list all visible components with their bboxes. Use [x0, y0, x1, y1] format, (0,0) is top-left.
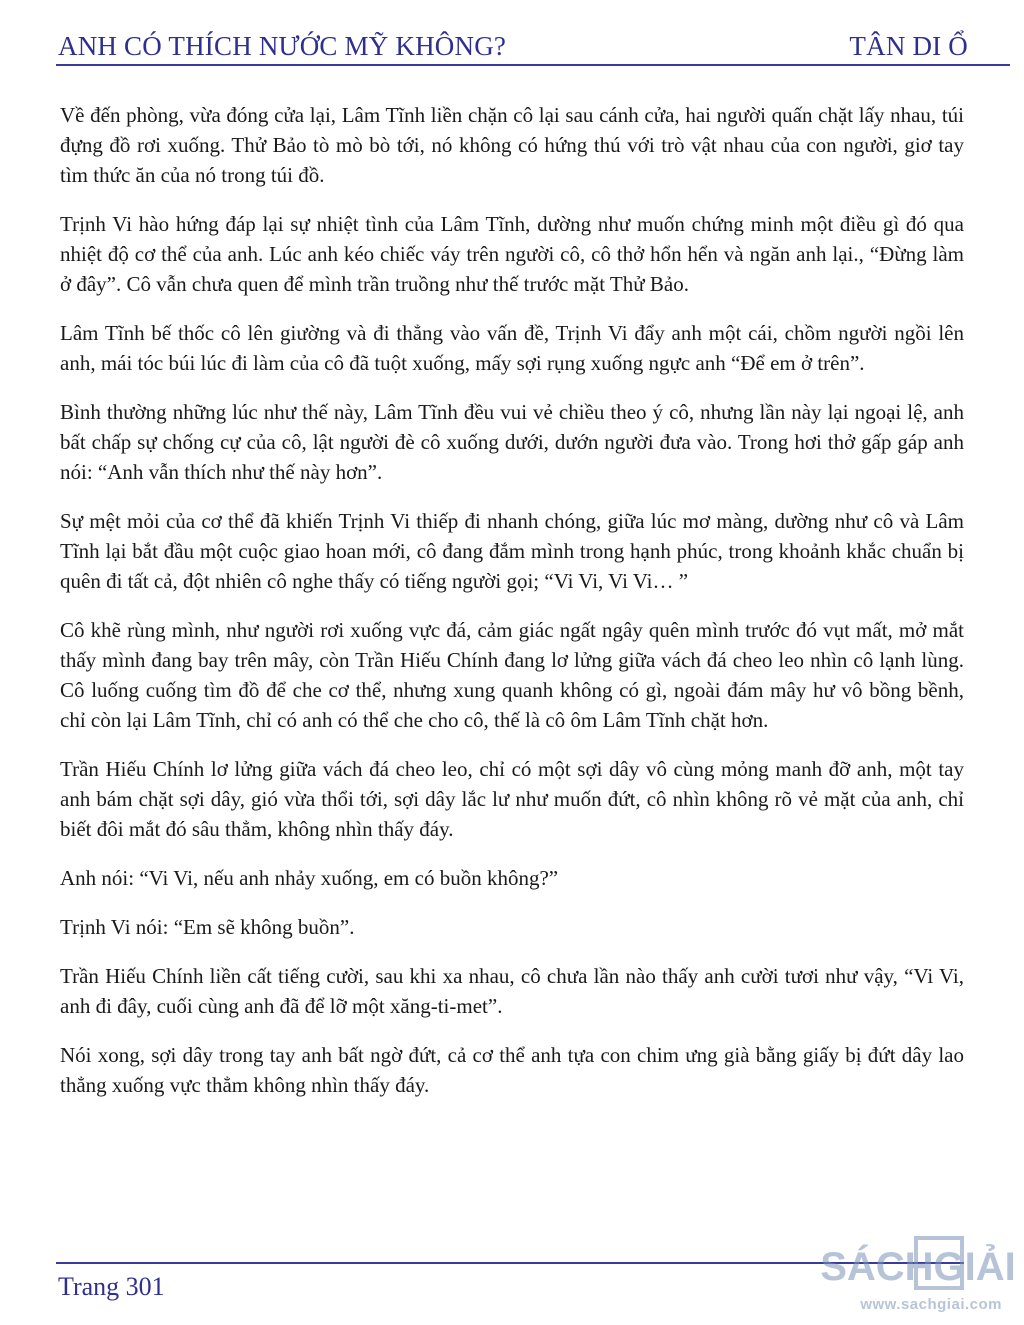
watermark [818, 1230, 1018, 1322]
paragraph: Cô khẽ rùng mình, như người rơi xuống vực đá, cảm giác ngất ngây quên mình trước đó vụt mất, mở mắt thấy mình đang bay trên mây, còn Trần Hiếu Chính đang lơ lửng giữa vách đá cheo leo nhìn cô lạnh lùng. Cô luống cuống tìm đồ để che cơ thể, nhưng xung quanh không có gì, ngoài đám mây hư vô bồng bềnh, chỉ còn lại Lâm Tĩnh, chỉ có anh có thể che cho cô, thế là cô ôm Lâm Tĩnh chặt hơn. [60, 618, 964, 732]
watermark-url: www.sachgiai.com [860, 1296, 1002, 1313]
page-body [60, 100, 964, 1119]
paragraph: Về đến phòng, vừa đóng cửa lại, Lâm Tĩnh liền chặn cô lại sau cánh cửa, hai người quấn chặt lấy nhau, túi đựng đồ rơi xuống. Thử Bảo tò mò bò tới, nó không có hứng thú với trò vật nhau của con người, giơ tay tìm thức ăn của nó trong túi đồ. [60, 103, 964, 187]
sachgiai-logo-icon [818, 1234, 1018, 1294]
paragraph: Trần Hiếu Chính lơ lửng giữa vách đá cheo leo, chỉ có một sợi dây vô cùng mỏng manh đỡ anh, một tay anh bám chặt sợi dây, gió vừa thổi tới, sợi dây lắc lư như muốn đứt, cô nhìn không rõ vẻ mặt của anh, chỉ biết đôi mắt đó sâu thẳm, không nhìn thấy đáy. [60, 757, 964, 841]
header-divider [56, 64, 1010, 66]
paragraph: Anh nói: “Vi Vi, nếu anh nhảy xuống, em có buồn không?” [60, 866, 559, 890]
paragraph: Trần Hiếu Chính liền cất tiếng cười, sau khi xa nhau, cô chưa lần nào thấy anh cười tươi như vậy, “Vi Vi, anh đi đây, cuối cùng anh đã để lỡ một xăng-ti-met”. [60, 964, 964, 1018]
book-title: ANH CÓ THÍCH NƯỚC MỸ KHÔNG? [58, 31, 507, 61]
author-name: TÂN DI Ổ [849, 31, 968, 61]
page-header [58, 22, 968, 62]
page-number: Trang 301 [58, 1272, 165, 1301]
paragraph: Sự mệt mỏi của cơ thể đã khiến Trịnh Vi thiếp đi nhanh chóng, giữa lúc mơ màng, dường như cô và Lâm Tĩnh lại bắt đầu một cuộc giao hoan mới, cô đang đắm mình trong hạnh phúc, trong khoảnh khắc chuẩn bị quên đi tất cả, đột nhiên cô nghe thấy có tiếng người gọi; “Vi Vi, Vi Vi… ” [60, 509, 964, 593]
paragraph: Bình thường những lúc như thế này, Lâm Tĩnh đều vui vẻ chiều theo ý cô, nhưng lần này lại ngoại lệ, anh bất chấp sự chống cự của cô, lật người đè cô xuống dưới, dướn người đưa vào. Trong hơi thở gấp gáp anh nói: “Anh vẫn thích như thế này hơn”. [60, 400, 964, 484]
paragraph: Trịnh Vi nói: “Em sẽ không buồn”. [60, 915, 355, 939]
paragraph: Lâm Tĩnh bế thốc cô lên giường và đi thẳng vào vấn đề, Trịnh Vi đẩy anh một cái, chồm người ngồi lên anh, mái tóc búi lúc đi làm của cô đã tuột xuống, mấy sợi rụng xuống ngực anh “Để em ở trên”. [60, 321, 964, 375]
logo-text: SÁCHGIẢI [820, 1245, 1016, 1289]
paragraph: Trịnh Vi hào hứng đáp lại sự nhiệt tình của Lâm Tĩnh, dường như muốn chứng minh một điều gì đó qua nhiệt độ cơ thể của anh. Lúc anh kéo chiếc váy trên người cô, cô thở hổn hển và ngăn anh lại., “Đừng làm ở đây”. Cô vẫn chưa quen để mình trần truồng như thế trước mặt Thử Bảo. [60, 212, 964, 296]
paragraph: Nói xong, sợi dây trong tay anh bất ngờ đứt, cả cơ thể anh tựa con chim ưng già bằng giấy bị đứt dây lao thẳng xuống vực thẳm không nhìn thấy đáy. [60, 1043, 964, 1097]
